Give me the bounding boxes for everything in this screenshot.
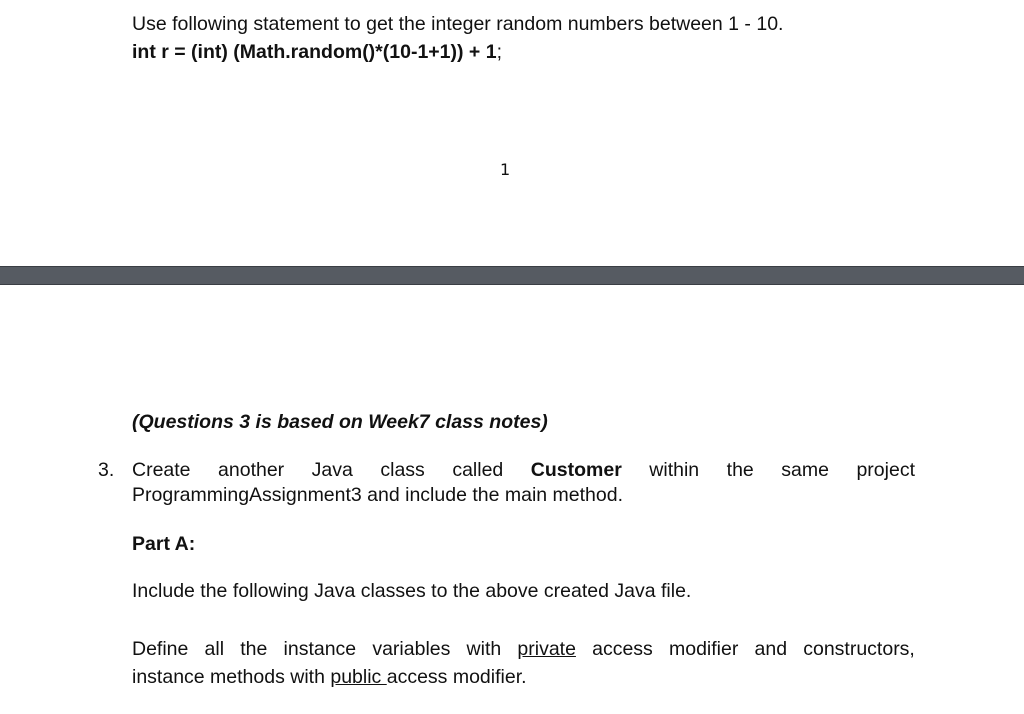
question-word: within: [649, 459, 700, 481]
question-word: another: [218, 459, 285, 481]
private-keyword: private: [517, 638, 576, 660]
question-word: class: [380, 459, 425, 481]
define-word: and: [754, 638, 788, 660]
code-terminator: ;: [496, 41, 502, 63]
public-keyword: public: [330, 666, 387, 688]
define-word: variables: [372, 638, 451, 660]
page-number: 1: [500, 160, 511, 179]
define-word: access: [592, 638, 653, 660]
define-line-2: [132, 663, 915, 691]
define-word: instance: [283, 638, 357, 660]
define-word: modifier: [668, 638, 739, 660]
section-note: (Questions 3 is based on Week7 class notes): [132, 411, 548, 433]
include-instruction: Include the following Java classes to the above created Java file.: [132, 580, 692, 602]
define-line-1: [132, 635, 915, 663]
define-line-2-prefix: instance methods with: [132, 666, 331, 688]
question-word: the: [726, 459, 754, 481]
document-page-top: [0, 0, 1024, 266]
define-word: all: [204, 638, 225, 660]
code-statement: [132, 40, 502, 64]
question-word: project: [856, 459, 915, 481]
define-word: with: [466, 638, 502, 660]
define-word: the: [240, 638, 268, 660]
question-line-1: [132, 458, 915, 483]
define-word: Define: [132, 638, 189, 660]
question-word: called: [452, 459, 504, 481]
question-number: 3.: [98, 459, 115, 481]
question-line-2: ProgrammingAssignment3 and include the main method.: [132, 484, 624, 506]
class-name-customer: Customer: [530, 459, 622, 481]
define-instruction: [132, 635, 915, 691]
intro-statement: Use following statement to get the integer random numbers between 1 - 10.: [132, 13, 784, 35]
define-word: constructors,: [803, 638, 915, 660]
code-expression: int r = (int) (Math.random()*(10-1+1)) + 1: [132, 41, 497, 63]
part-a-heading: Part A:: [132, 533, 196, 555]
question-word: Create: [132, 459, 191, 481]
page-separator: [0, 266, 1024, 285]
question-text: [132, 458, 915, 508]
define-line-2-suffix: access modifier.: [386, 666, 527, 688]
question-word: Java: [311, 459, 353, 481]
question-word: same: [781, 459, 829, 481]
